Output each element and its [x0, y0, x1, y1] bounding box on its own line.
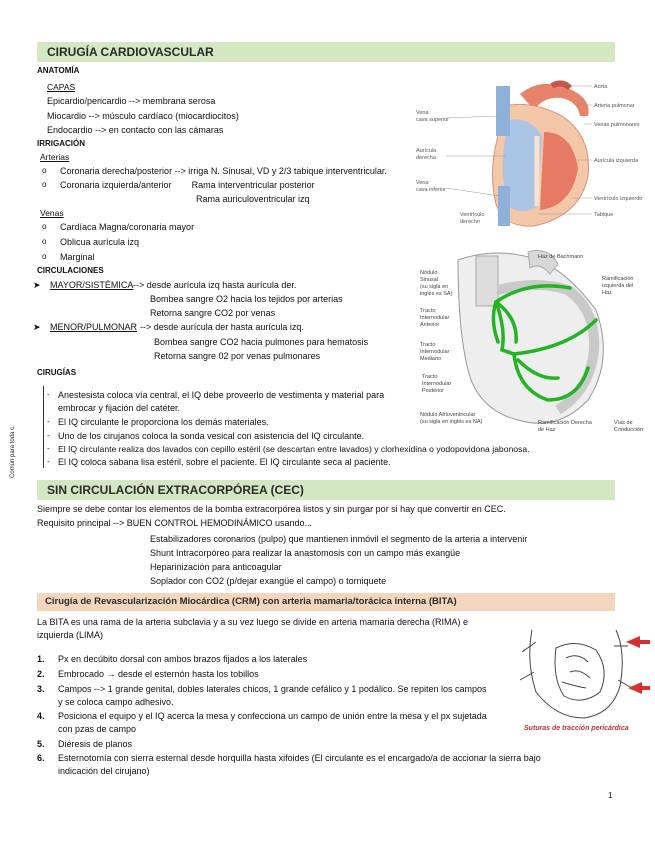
fig2-label: Conducción — [614, 427, 644, 433]
fig1-label: cava inferior — [416, 187, 446, 193]
crm-intro: La BITA es una rama de la arteria subclavia y a su vez luego se divide en arteria mamaria derecha (RIMA) e — [37, 617, 469, 627]
side-note: Común para toda c. — [10, 425, 16, 478]
step-text: Esternotomía con sierra esternal desde horquilla hasta xifoides (El circulante es el encargado/a de accionar la sierra bajo — [58, 753, 541, 763]
sternotomy-icon — [520, 630, 632, 718]
fig2-label: Anterior — [420, 322, 440, 328]
fig2-label: (su sigla en inglés es NA) — [420, 419, 483, 425]
section-header-cec: SIN CIRCULACIÓN EXTRACORPÓREA (CEC) — [37, 480, 615, 500]
cec-item: Estabilizadores coronarios (pulpo) que mantienen inmóvil el segmento de la arteria a intervenir — [150, 534, 528, 544]
step-text: indicación del cirujano) — [58, 766, 150, 776]
cec-item: Heparinización para anticoagular — [150, 562, 282, 572]
capa-item: Miocardio --> músculo cardíaco (miocardiocitos) — [47, 111, 239, 121]
fig2-label: Posterior — [422, 388, 445, 394]
capa-item: Endocardio --> en contacto con las cámaras — [47, 125, 224, 135]
cec-item: Soplador con CO2 (p/dejar exangüe el campo) o torniquete — [150, 576, 387, 586]
cirugia-item: El IQ coloca sabana lisa estéril, sobre el paciente. El IQ circulante seca al paciente. — [58, 457, 391, 467]
mayor-line: Retorna sangre CO2 por venas — [150, 308, 276, 318]
step-text: y se coloca campo adhesivo. — [58, 697, 174, 707]
step-number: 2. — [37, 669, 45, 679]
mayor-label: MAYOR/SISTÉMICA — [50, 280, 134, 290]
arrow-bullet-icon: ➤ — [33, 280, 41, 290]
arteria-item: Coronaria derecha/posterior --> irriga N. Sinusal, VD y 2/3 tabique interventricular. — [60, 166, 387, 176]
fig1-label: derecho — [460, 219, 480, 225]
vena-item: Cardíaca Magna/coronaria mayor — [60, 222, 195, 232]
fig2-label: Tracto — [420, 342, 436, 348]
menor-label: MENOR/PULMONAR — [50, 322, 138, 332]
cirugia-item: Anestesista coloca vía central, el IQ debe proveerlo de vestimenta y material para — [58, 390, 385, 400]
capa-item: Epicardio/pericardio --> membrana serosa — [47, 96, 216, 106]
arteria-item-extra: Rama auriculoventricular izq — [196, 194, 310, 204]
fig3-caption: Suturas de tracción pericárdica — [524, 725, 629, 732]
page-number: 1 — [608, 791, 613, 800]
fig1-label: Arteria pulmonar — [594, 103, 635, 109]
mayor-line: Bombea sangre O2 hacia los tejidos por arterias — [150, 294, 343, 304]
dash-icon: - — [47, 444, 50, 453]
fig2-label: Nódulo — [420, 270, 438, 276]
fig1-label: derecha — [416, 155, 436, 161]
dash-icon: - — [47, 431, 50, 440]
pericardial-sutures-figure — [516, 622, 652, 740]
fig2-label: de Haz — [538, 427, 556, 433]
fig2-label: Tracto — [422, 374, 438, 380]
fig1-label: Vena — [416, 180, 429, 186]
cirugia-item: embrocar y fijación del catéter. — [58, 403, 181, 413]
dash-icon: - — [47, 390, 50, 399]
section-header-crm: Cirugía de Revascularización Miocárdica (CRM) con arteria mamaria/torácica interna (BITA) — [37, 593, 615, 611]
step-number: 4. — [37, 711, 45, 721]
step-text: Campos --> 1 grande genital, dobles laterales chicos, 1 grande cefálico y 1 podálico. Se repiten los campos — [58, 684, 487, 694]
fig2-label: izquierda del — [602, 283, 634, 289]
menor-line: Retorna sangre 02 por venas pulmonares — [154, 351, 321, 361]
heart-conduction-icon — [458, 251, 603, 424]
bullet-icon: o — [42, 252, 47, 261]
fig2-label: Haz de Bachmann — [538, 254, 584, 260]
step-number: 6. — [37, 753, 45, 763]
cec-line: Siempre se debe contar los elementos de la bomba extracorpórea listos y sin purgar por si hay que convertir en CEC. — [37, 504, 506, 514]
fig1-label: Ventrículo — [460, 212, 485, 218]
cec-line: Requisito principal --> BUEN CONTROL HEMODINÁMICO usando... — [37, 518, 312, 528]
fig1-label: Tabique — [594, 212, 614, 218]
fig1-label: Vena — [416, 110, 429, 116]
fig1-label: Aurícula izquierda — [594, 158, 639, 164]
fig2-label: Vías de — [614, 420, 633, 426]
step-text: Diéresis de planos — [58, 739, 133, 749]
section-header-cardiovascular: CIRUGÍA CARDIOVASCULAR — [37, 42, 615, 62]
fig2-label: (su sigla en — [420, 284, 449, 290]
fig2-label: Internodular — [422, 381, 452, 387]
bullet-icon: o — [42, 180, 47, 189]
fig2-label: Sinusal — [420, 277, 439, 283]
crm-intro: izquierda (LIMA) — [37, 630, 104, 640]
bullet-icon: o — [42, 222, 47, 231]
irrigacion-title: IRRIGACIÓN — [37, 139, 85, 148]
cirugia-item: El IQ circulante realiza dos lavados con cepillo estéril (se descartan entre lavados) y clorhexidina o yodopovidona jabonosa. — [58, 444, 530, 454]
conduction-system-figure — [418, 250, 650, 440]
fig1-label: Aorta — [594, 84, 608, 90]
dash-icon: - — [47, 457, 50, 466]
step-text: Posiciona el equipo y el IQ acerca la mesa y confecciona un campo de unión entre la mesa y el px sujetada — [58, 711, 487, 721]
arrow-bullet-icon: ➤ — [33, 322, 41, 332]
step-number: 1. — [37, 654, 45, 664]
cec-item: Shunt Intracorpóreo para realizar la anastomosis con un campo más exangüe — [150, 548, 461, 558]
bullet-icon: o — [42, 237, 47, 246]
capas-label: CAPAS — [47, 82, 76, 92]
red-arrow-icon — [626, 636, 650, 694]
cirugia-item: Uno de los cirujanos coloca la sonda vesical con asistencia del IQ circulante. — [58, 431, 365, 441]
fig2-label: Ramificación Derecha — [538, 420, 592, 426]
fig1-label: cava superior — [416, 117, 450, 123]
step-text: Embrocado → desde el esternón hasta los tobillos — [58, 669, 259, 679]
heart-anatomy-icon — [492, 83, 588, 226]
fig1-label: Venas pulmonares — [594, 122, 640, 128]
bullet-icon: o — [42, 166, 47, 175]
fig2-label: Nódulo Atrioventricular — [420, 412, 476, 418]
fig2-label: Internodular — [420, 315, 450, 321]
menor-line: Bombea sangre CO2 hacia pulmones para hematosis — [154, 337, 369, 347]
fig2-label: inglés es SA) — [420, 291, 453, 297]
fig2-label: Ramificación — [602, 276, 634, 282]
fig2-label: Tracto — [420, 308, 436, 314]
fig2-label: Internodular — [420, 349, 450, 355]
anatomia-title: ANATOMÍA — [37, 66, 80, 75]
arterias-label: Arterias — [40, 152, 70, 162]
step-number: 5. — [37, 739, 45, 749]
fig1-label: Aurícula — [416, 148, 437, 154]
step-number: 3. — [37, 684, 45, 694]
fig2-label: Mediano — [420, 356, 442, 362]
dash-icon: - — [47, 417, 50, 426]
fig2-label: Haz — [602, 290, 612, 296]
menor-line: --> desde aurícula der hasta aurícula izq. — [140, 322, 304, 332]
mayor-line: --> desde aurícula izq hasta aurícula der. — [133, 280, 297, 290]
arteria-item: Coronaria izquierda/anterior Rama interventricular posterior — [60, 180, 315, 190]
step-text: Px en decúbito dorsal con ambos brazos fijados a los laterales — [58, 654, 308, 664]
heart-anatomy-figure — [412, 76, 642, 238]
cirugias-title: CIRUGÍAS — [37, 368, 77, 377]
cirugia-item: El IQ circulante le proporciona los demás materiales. — [58, 417, 269, 427]
vena-item: Marginal — [60, 252, 95, 262]
bracket-line — [43, 386, 44, 468]
step-text: con pzas de campo — [58, 724, 137, 734]
circulaciones-title: CIRCULACIONES — [37, 266, 104, 275]
venas-label: Venas — [40, 208, 64, 218]
fig1-label: Ventrículo izquierdo — [594, 196, 642, 202]
vena-item: Oblicua aurícula izq — [60, 237, 140, 247]
